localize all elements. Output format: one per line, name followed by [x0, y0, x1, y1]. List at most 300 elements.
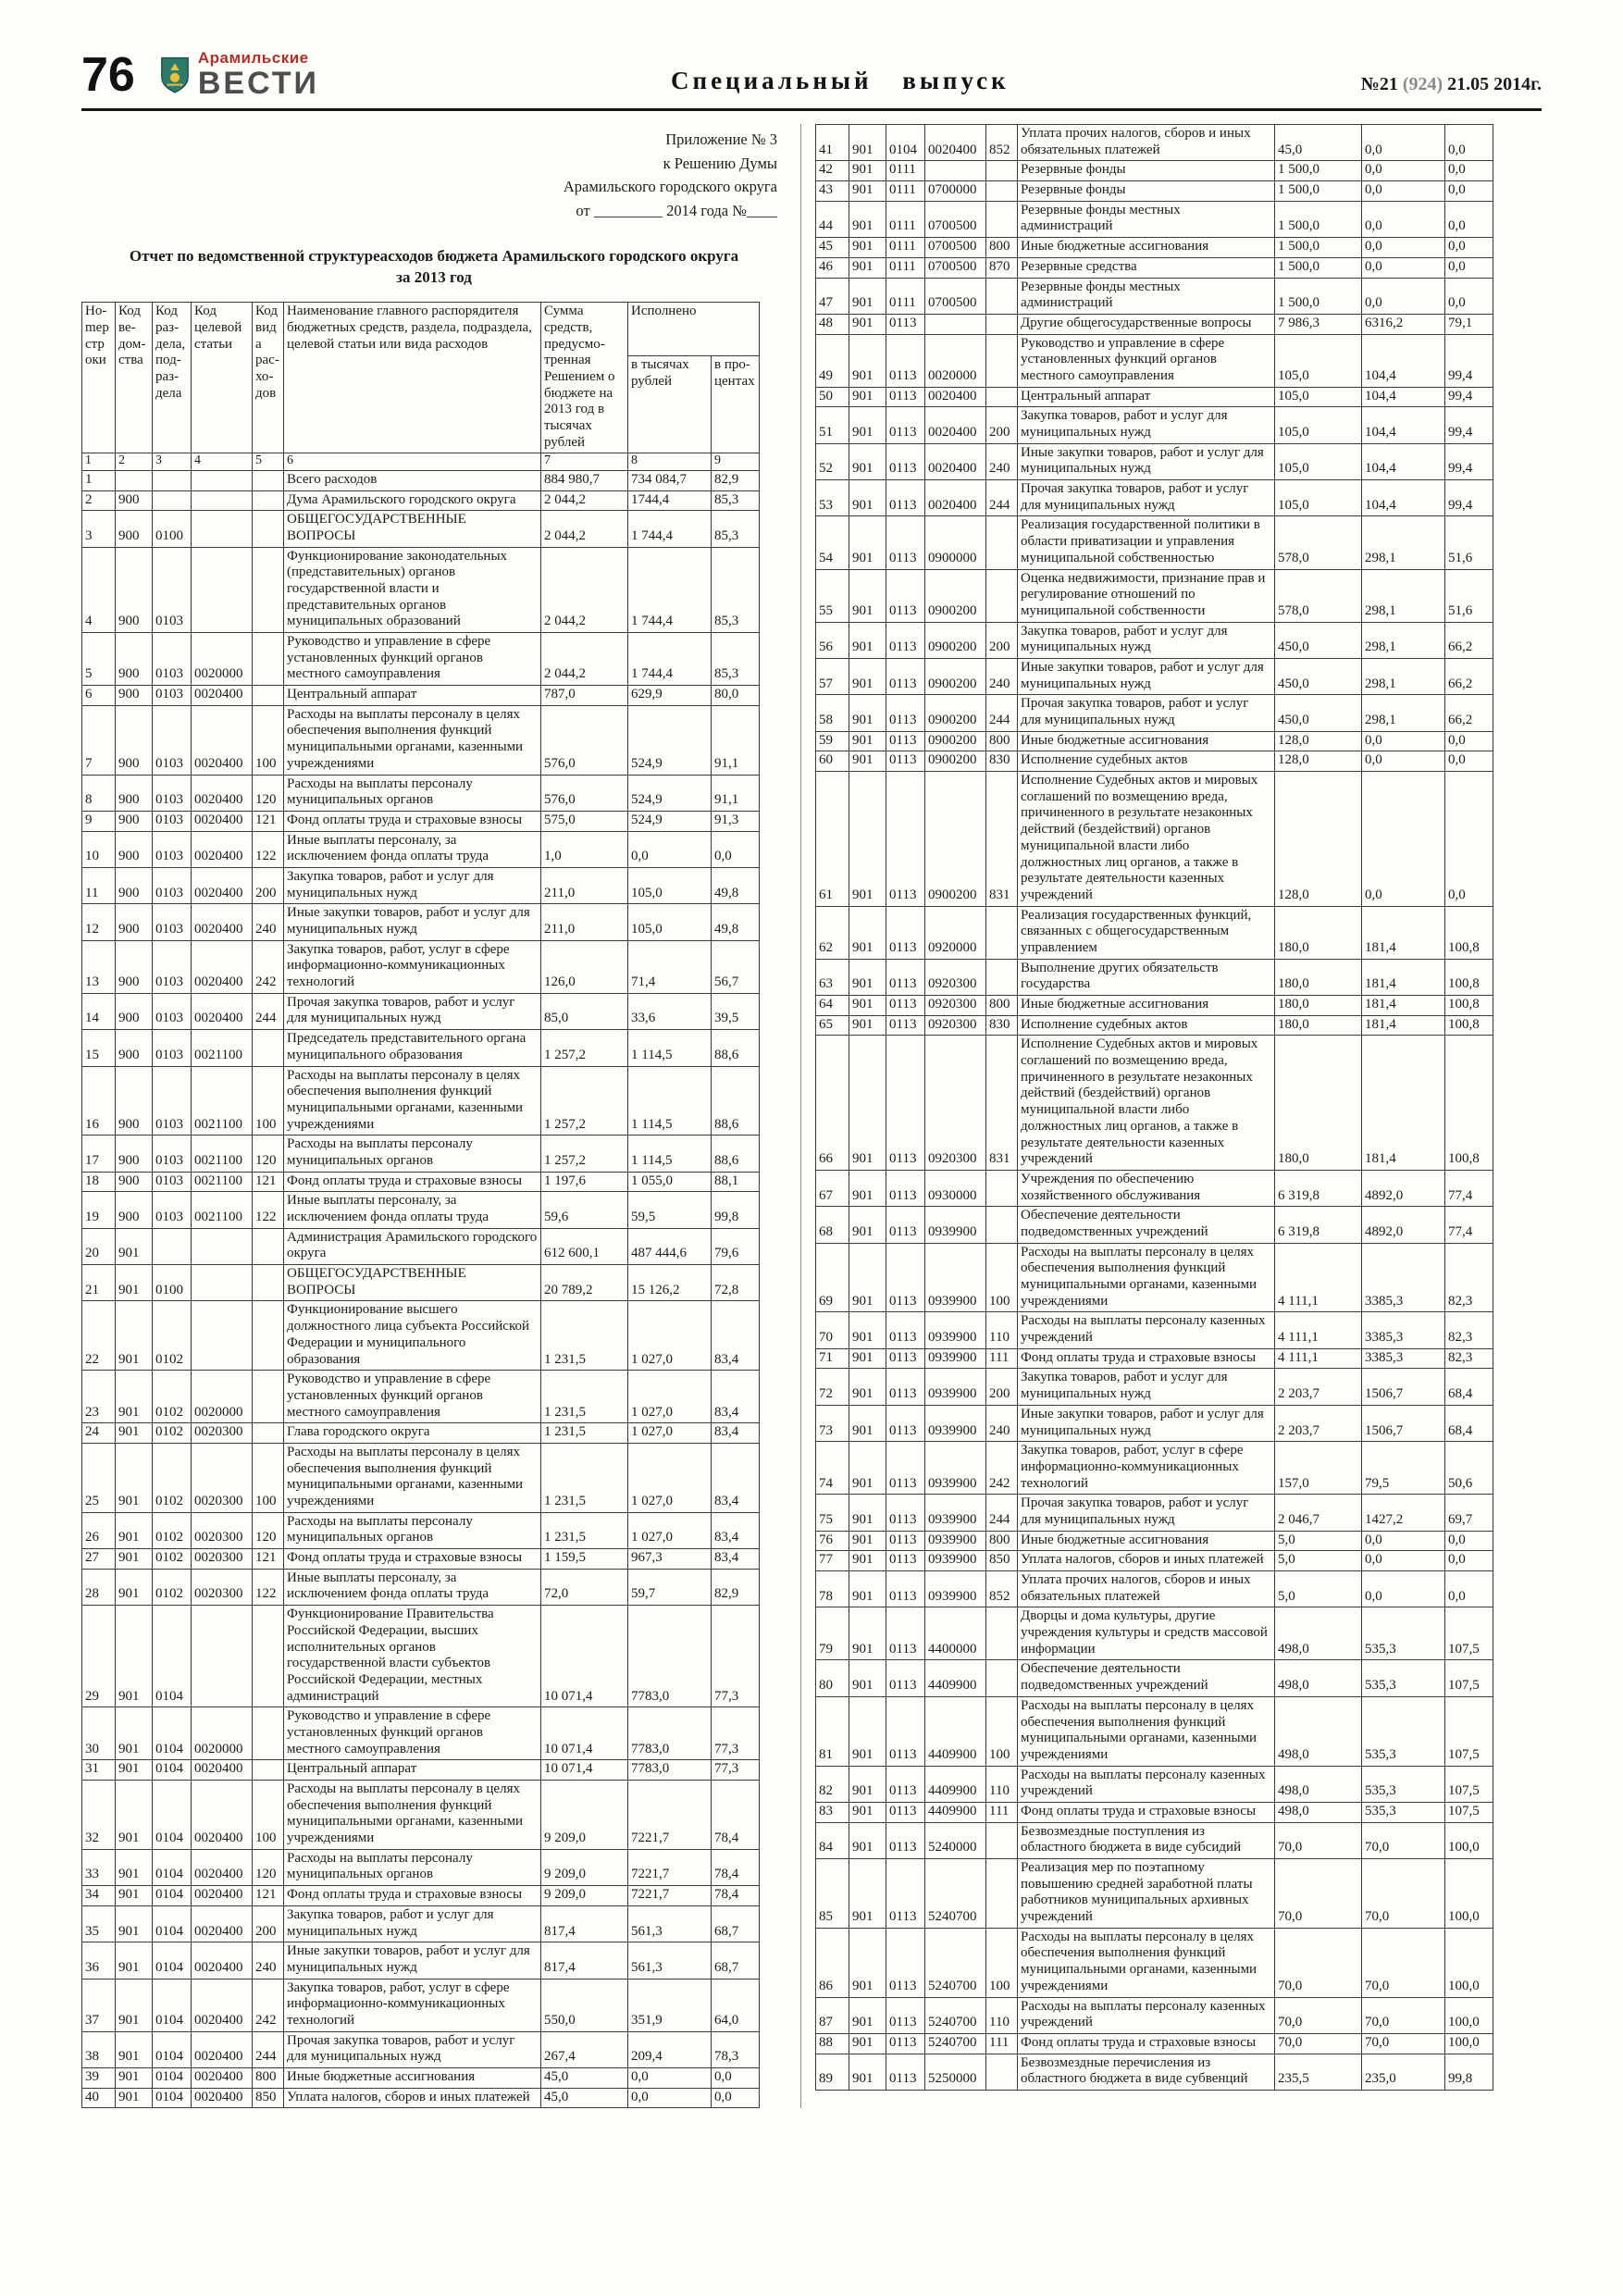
cell-vedomstvo-code: 901 — [849, 622, 886, 658]
cell-expense-type-code — [986, 906, 1018, 959]
cell-vedomstvo-code: 901 — [116, 1979, 153, 2031]
cell-executed-percent: 78,3 — [712, 2031, 760, 2067]
cell-razdel-code: 0113 — [886, 1660, 925, 1696]
cell-executed-amount: 7783,0 — [628, 1760, 712, 1781]
cell-executed-percent: 0,0 — [1445, 1551, 1493, 1571]
cell-name: Расходы на выплаты персоналу муниципальных органов — [284, 775, 541, 811]
cell-razdel-code: 0113 — [886, 2054, 925, 2090]
cell-name: Расходы на выплаты персоналу казенных учреждений — [1018, 1312, 1275, 1348]
table-row — [816, 314, 1493, 334]
table-header — [82, 303, 760, 471]
cell-vedomstvo-code: 901 — [849, 181, 886, 202]
cell-row-number: 51 — [816, 407, 849, 443]
cell-row-number: 56 — [816, 622, 849, 658]
cell-target-article-code: 0020300 — [192, 1423, 253, 1444]
cell-executed-percent: 99,4 — [1445, 480, 1493, 516]
cell-vedomstvo-code: 901 — [849, 278, 886, 314]
cell-razdel-code: 0104 — [153, 2088, 192, 2108]
cell-target-article-code: 0920300 — [925, 959, 986, 995]
cell-planned-amount: 1 500,0 — [1275, 201, 1362, 237]
cell-target-article-code: 0020400 — [192, 1781, 253, 1850]
cell-target-article-code: 0939900 — [925, 1551, 986, 1571]
table-row — [82, 775, 760, 811]
cell-executed-amount: 0,0 — [1362, 731, 1445, 751]
cell-razdel-code: 0100 — [153, 511, 192, 547]
cell-expense-type-code: 121 — [253, 1886, 284, 1906]
logo-subtitle: Арамильские — [197, 49, 309, 67]
masthead-logo-text — [198, 50, 319, 99]
cell-expense-type-code: 200 — [986, 622, 1018, 658]
cell-vedomstvo-code: 901 — [849, 201, 886, 237]
cell-row-number: 65 — [816, 1015, 849, 1036]
cell-target-article-code: 0939900 — [925, 1348, 986, 1369]
cell-row-number: 23 — [82, 1371, 116, 1423]
cell-expense-type-code — [253, 686, 284, 706]
cell-razdel-code: 0102 — [153, 1443, 192, 1512]
cell-target-article-code — [192, 1606, 253, 1707]
cell-target-article-code: 4400000 — [925, 1607, 986, 1660]
cell-vedomstvo-code: 901 — [849, 2033, 886, 2054]
cell-executed-amount: 104,4 — [1362, 407, 1445, 443]
cell-razdel-code: 0113 — [886, 751, 925, 772]
table-row — [816, 906, 1493, 959]
numbering-cell: 5 — [253, 453, 284, 471]
cell-planned-amount: 105,0 — [1275, 480, 1362, 516]
numbering-cell: 2 — [116, 453, 153, 471]
cell-razdel-code: 0113 — [886, 1015, 925, 1036]
cell-planned-amount: 126,0 — [541, 940, 628, 993]
cell-vedomstvo-code: 901 — [849, 772, 886, 907]
cell-executed-percent: 0,0 — [1445, 1571, 1493, 1607]
cell-name: ОБЩЕГОСУДАРСТВЕННЫЕ ВОПРОСЫ — [284, 1265, 541, 1301]
cell-row-number: 8 — [82, 775, 116, 811]
cell-target-article-code: 0700500 — [925, 201, 986, 237]
cell-planned-amount: 1 231,5 — [541, 1423, 628, 1444]
cell-expense-type-code: 244 — [253, 2031, 284, 2067]
cell-vedomstvo-code: 900 — [116, 633, 153, 686]
cell-expense-type-code: 830 — [986, 751, 1018, 772]
cell-target-article-code: 0020400 — [192, 811, 253, 831]
cell-vedomstvo-code: 901 — [849, 1015, 886, 1036]
cell-executed-amount: 967,3 — [628, 1549, 712, 1570]
cell-expense-type-code — [986, 1207, 1018, 1243]
cell-row-number: 64 — [816, 996, 849, 1016]
cell-executed-amount: 1 055,0 — [628, 1172, 712, 1192]
cell-name: Резервные фонды — [1018, 161, 1275, 181]
cell-name: Исполнение Судебных актов и мировых соглашений по возмещению вреда, причиненного в результате незаконных действий (бездействий) органов муниципальной власти либо должностных лиц органов, а также в результате деятельности казенных учреждений — [1018, 772, 1275, 907]
cell-executed-amount: 351,9 — [628, 1979, 712, 2031]
cell-name: Прочая закупка товаров, работ и услуг для муниципальных нужд — [284, 2031, 541, 2067]
cell-planned-amount: 7 986,3 — [1275, 314, 1362, 334]
cell-executed-amount: 6316,2 — [1362, 314, 1445, 334]
cell-vedomstvo-code: 901 — [849, 1442, 886, 1495]
cell-name: Дворцы и дома культуры, другие учреждения культуры и средств массовой информации — [1018, 1607, 1275, 1660]
cell-expense-type-code: 244 — [986, 480, 1018, 516]
cell-target-article-code: 0020400 — [192, 1849, 253, 1885]
cell-name: Иные закупки товаров, работ и услуг для муниципальных нужд — [1018, 658, 1275, 694]
cell-razdel-code — [153, 490, 192, 511]
cell-planned-amount: 1 500,0 — [1275, 278, 1362, 314]
cell-vedomstvo-code: 901 — [849, 1207, 886, 1243]
cell-row-number: 18 — [82, 1172, 116, 1192]
cell-row-number: 6 — [82, 686, 116, 706]
cell-row-number: 49 — [816, 334, 849, 387]
cell-executed-percent: 107,5 — [1445, 1607, 1493, 1660]
table-row — [816, 658, 1493, 694]
report-title — [81, 246, 787, 289]
cell-target-article-code: 4409900 — [925, 1660, 986, 1696]
cell-executed-amount: 535,3 — [1362, 1696, 1445, 1766]
cell-vedomstvo-code: 900 — [116, 904, 153, 940]
cell-name: Иные бюджетные ассигнования — [1018, 238, 1275, 258]
table-row — [82, 1136, 760, 1172]
cell-planned-amount: 1 257,2 — [541, 1066, 628, 1136]
table-row — [816, 443, 1493, 479]
col-header-planned-amount: Сумма средств, предусмотренная Решением о бюджете на 2013 год в тысячах рублей — [541, 303, 628, 453]
table-row — [82, 1707, 760, 1760]
cell-target-article-code: 0920300 — [925, 1036, 986, 1171]
cell-executed-percent: 39,5 — [712, 993, 760, 1029]
cell-executed-amount: 535,3 — [1362, 1660, 1445, 1696]
cell-expense-type-code: 240 — [986, 443, 1018, 479]
cell-executed-percent: 100,8 — [1445, 1015, 1493, 1036]
cell-executed-percent: 83,4 — [712, 1549, 760, 1570]
cell-target-article-code — [925, 314, 986, 334]
table-row — [816, 407, 1493, 443]
cell-razdel-code: 0104 — [153, 1979, 192, 2031]
cell-executed-amount: 0,0 — [628, 831, 712, 867]
table-row — [816, 1015, 1493, 1036]
cell-expense-type-code: 200 — [986, 1369, 1018, 1405]
cell-expense-type-code: 244 — [986, 1495, 1018, 1531]
cell-executed-percent: 91,3 — [712, 811, 760, 831]
cell-planned-amount: 70,0 — [1275, 1822, 1362, 1858]
cell-executed-percent: 85,3 — [712, 490, 760, 511]
cell-name: Расходы на выплаты персоналу в целях обеспечения выполнения функций муниципальными органами, казенными учреждениями — [1018, 1243, 1275, 1312]
cell-planned-amount: 105,0 — [1275, 334, 1362, 387]
cell-row-number: 26 — [82, 1512, 116, 1548]
cell-target-article-code: 0020400 — [192, 904, 253, 940]
cell-executed-amount: 487 444,6 — [628, 1228, 712, 1264]
cell-vedomstvo-code: 900 — [116, 547, 153, 632]
cell-target-article-code: 0939900 — [925, 1243, 986, 1312]
cell-row-number: 12 — [82, 904, 116, 940]
cell-name: Исполнение судебных актов — [1018, 1015, 1275, 1036]
cell-target-article-code: 0021100 — [192, 1030, 253, 1066]
cell-executed-amount: 181,4 — [1362, 1015, 1445, 1036]
cell-name: Другие общегосударственные вопросы — [1018, 314, 1275, 334]
cell-executed-amount: 1 114,5 — [628, 1136, 712, 1172]
cell-row-number: 28 — [82, 1569, 116, 1605]
cell-name: Безвозмездные поступления из областного бюджета в виде субсидий — [1018, 1822, 1275, 1858]
cell-executed-percent: 100,8 — [1445, 959, 1493, 995]
cell-vedomstvo-code: 900 — [116, 686, 153, 706]
cell-executed-amount: 59,5 — [628, 1192, 712, 1228]
cell-name: Обеспечение деятельности подведомственных учреждений — [1018, 1660, 1275, 1696]
cell-executed-amount: 104,4 — [1362, 480, 1445, 516]
cell-row-number: 32 — [82, 1781, 116, 1850]
cell-name: Прочая закупка товаров, работ и услуг для муниципальных нужд — [1018, 1495, 1275, 1531]
cell-name: Фонд оплаты труда и страховые взносы — [284, 1549, 541, 1570]
cell-executed-percent: 51,6 — [1445, 569, 1493, 622]
cell-row-number: 82 — [816, 1766, 849, 1802]
cell-name: Исполнение судебных актов — [1018, 751, 1275, 772]
cell-vedomstvo-code: 901 — [849, 125, 886, 161]
cell-executed-amount: 70,0 — [1362, 1822, 1445, 1858]
cell-name: Прочая закупка товаров, работ и услуг для муниципальных нужд — [284, 993, 541, 1029]
cell-executed-amount: 0,0 — [628, 2068, 712, 2089]
cell-executed-percent: 107,5 — [1445, 1696, 1493, 1766]
cell-row-number: 29 — [82, 1606, 116, 1707]
cell-vedomstvo-code: 901 — [849, 1551, 886, 1571]
cell-expense-type-code: 831 — [986, 772, 1018, 907]
cell-executed-percent: 0,0 — [1445, 201, 1493, 237]
cell-target-article-code: 4409900 — [925, 1696, 986, 1766]
table-row — [82, 1942, 760, 1979]
cell-razdel-code: 0103 — [153, 831, 192, 867]
cell-razdel-code: 0104 — [886, 125, 925, 161]
cell-executed-percent: 83,4 — [712, 1512, 760, 1548]
cell-row-number: 88 — [816, 2033, 849, 2054]
cell-planned-amount: 4 111,1 — [1275, 1312, 1362, 1348]
cell-row-number: 11 — [82, 867, 116, 903]
cell-name: Реализация государственных функций, связанных с общегосударственным управлением — [1018, 906, 1275, 959]
cell-target-article-code — [192, 470, 253, 490]
cell-executed-percent: 0,0 — [1445, 238, 1493, 258]
cell-planned-amount: 1 231,5 — [541, 1443, 628, 1512]
cell-expense-type-code: 240 — [986, 658, 1018, 694]
table-row — [816, 695, 1493, 731]
cell-razdel-code: 0111 — [886, 257, 925, 278]
cell-vedomstvo-code: 900 — [116, 511, 153, 547]
cell-executed-amount: 0,0 — [1362, 181, 1445, 202]
cell-expense-type-code: 800 — [986, 731, 1018, 751]
issue-info — [1361, 74, 1542, 99]
issue-date: 21.05 2014г. — [1447, 74, 1542, 94]
cell-row-number: 9 — [82, 811, 116, 831]
cell-executed-percent: 66,2 — [1445, 622, 1493, 658]
cell-target-article-code: 0700000 — [925, 181, 986, 202]
cell-razdel-code: 0113 — [886, 622, 925, 658]
cell-executed-amount: 0,0 — [1362, 772, 1445, 907]
cell-row-number: 75 — [816, 1495, 849, 1531]
table-row — [82, 1265, 760, 1301]
cell-planned-amount: 128,0 — [1275, 772, 1362, 907]
cell-planned-amount: 578,0 — [1275, 569, 1362, 622]
table-row — [82, 1979, 760, 2031]
cell-vedomstvo-code: 900 — [116, 940, 153, 993]
col-header-row-number: Ноmер строки — [82, 303, 116, 453]
cell-razdel-code: 0102 — [153, 1371, 192, 1423]
cell-name: Расходы на выплаты персоналу казенных учреждений — [1018, 1766, 1275, 1802]
cell-vedomstvo-code: 901 — [849, 161, 886, 181]
cell-name: Резервные фонды местных администраций — [1018, 278, 1275, 314]
table-row — [816, 125, 1493, 161]
cell-vedomstvo-code: 900 — [116, 775, 153, 811]
cell-executed-amount: 70,0 — [1362, 1997, 1445, 2033]
cell-row-number: 83 — [816, 1802, 849, 1822]
cell-razdel-code: 0111 — [886, 278, 925, 314]
cell-expense-type-code: 121 — [253, 1172, 284, 1192]
cell-target-article-code: 0900200 — [925, 622, 986, 658]
cell-planned-amount: 105,0 — [1275, 443, 1362, 479]
left-column — [81, 124, 800, 2108]
cell-planned-amount: 9 209,0 — [541, 1781, 628, 1850]
cell-razdel-code: 0113 — [886, 1607, 925, 1660]
cell-expense-type-code — [253, 1301, 284, 1371]
cell-row-number: 38 — [82, 2031, 116, 2067]
cell-target-article-code: 4409900 — [925, 1802, 986, 1822]
cell-name: Расходы на выплаты персоналу муниципальных органов — [284, 1136, 541, 1172]
cell-razdel-code: 0104 — [153, 2031, 192, 2067]
col-header-razdel-code: Код раздела, подраздела — [153, 303, 192, 453]
cell-expense-type-code — [986, 2054, 1018, 2090]
cell-row-number: 89 — [816, 2054, 849, 2090]
table-row — [82, 1371, 760, 1423]
cell-razdel-code: 0104 — [153, 1606, 192, 1707]
table-row — [816, 1928, 1493, 1997]
cell-executed-amount: 535,3 — [1362, 1607, 1445, 1660]
cell-planned-amount: 498,0 — [1275, 1696, 1362, 1766]
cell-razdel-code: 0113 — [886, 569, 925, 622]
cell-expense-type-code: 100 — [253, 1781, 284, 1850]
cell-name: Фонд оплаты труда и страховые взносы — [1018, 1802, 1275, 1822]
cell-executed-percent: 78,4 — [712, 1781, 760, 1850]
cell-planned-amount: 1 257,2 — [541, 1136, 628, 1172]
table-row — [82, 1030, 760, 1066]
cell-razdel-code: 0100 — [153, 1265, 192, 1301]
cell-executed-percent: 78,4 — [712, 1849, 760, 1885]
cell-name: Иные выплаты персоналу, за исключением фонда оплаты труда — [284, 1569, 541, 1605]
cell-expense-type-code: 120 — [253, 1512, 284, 1548]
cell-razdel-code: 0102 — [153, 1569, 192, 1605]
cell-planned-amount: 70,0 — [1275, 2033, 1362, 2054]
cell-planned-amount: 2 203,7 — [1275, 1405, 1362, 1441]
cell-name: Руководство и управление в сфере установленных функций органов местного самоуправления — [284, 1371, 541, 1423]
cell-executed-percent: 49,8 — [712, 867, 760, 903]
table-row — [816, 1442, 1493, 1495]
cell-name: Иные закупки товаров, работ и услуг для муниципальных нужд — [284, 904, 541, 940]
cell-name: Прочая закупка товаров, работ и услуг для муниципальных нужд — [1018, 480, 1275, 516]
cell-razdel-code: 0103 — [153, 1192, 192, 1228]
cell-executed-amount: 1 744,4 — [628, 633, 712, 686]
cell-vedomstvo-code: 901 — [849, 695, 886, 731]
cell-vedomstvo-code: 901 — [116, 1781, 153, 1850]
cell-name: Иные закупки товаров, работ и услуг для муниципальных нужд — [1018, 1405, 1275, 1441]
table-row — [816, 1997, 1493, 2033]
cell-target-article-code: 0920300 — [925, 1015, 986, 1036]
col-header-target-article-code: Код целевой статьи — [192, 303, 253, 453]
cell-row-number: 63 — [816, 959, 849, 995]
cell-target-article-code: 0020300 — [192, 1549, 253, 1570]
cell-executed-amount: 33,6 — [628, 993, 712, 1029]
cell-executed-amount: 1 744,4 — [628, 511, 712, 547]
cell-planned-amount: 612 600,1 — [541, 1228, 628, 1264]
cell-executed-amount: 1 027,0 — [628, 1443, 712, 1512]
cell-name: Закупка товаров, работ, услуг в сфере информационно-коммуникационных технологий — [284, 940, 541, 993]
cell-razdel-code: 0113 — [886, 996, 925, 1016]
cell-executed-amount: 1 027,0 — [628, 1512, 712, 1548]
cell-executed-percent: 72,8 — [712, 1265, 760, 1301]
cell-razdel-code: 0113 — [886, 1859, 925, 1929]
cell-target-article-code: 0020400 — [192, 2068, 253, 2089]
cell-planned-amount: 2 203,7 — [1275, 1369, 1362, 1405]
cell-vedomstvo-code: 901 — [116, 1443, 153, 1512]
cell-planned-amount: 72,0 — [541, 1569, 628, 1605]
cell-target-article-code: 0020300 — [192, 1443, 253, 1512]
cell-row-number: 43 — [816, 181, 849, 202]
col-header-vedomstvo-code: Код ведомства — [116, 303, 153, 453]
cell-expense-type-code — [253, 1030, 284, 1066]
cell-vedomstvo-code: 901 — [849, 731, 886, 751]
cell-target-article-code: 0021100 — [192, 1172, 253, 1192]
table-row — [816, 161, 1493, 181]
cell-razdel-code: 0103 — [153, 904, 192, 940]
cell-target-article-code: 5240700 — [925, 2033, 986, 2054]
cell-row-number: 1 — [82, 470, 116, 490]
numbering-cell: 7 — [541, 453, 628, 471]
cell-name: Закупка товаров, работ и услуг для муниципальных нужд — [284, 867, 541, 903]
cell-executed-percent: 99,4 — [1445, 443, 1493, 479]
cell-expense-type-code: 870 — [986, 257, 1018, 278]
cell-target-article-code — [192, 1265, 253, 1301]
cell-name: Безвозмездные перечисления из областного бюджета в виде субвенций — [1018, 2054, 1275, 2090]
cell-razdel-code: 0103 — [153, 993, 192, 1029]
cell-executed-amount: 0,0 — [1362, 1551, 1445, 1571]
cell-executed-percent: 88,6 — [712, 1030, 760, 1066]
cell-executed-percent: 0,0 — [1445, 125, 1493, 161]
budget-table-right — [815, 124, 1493, 2091]
cell-target-article-code: 0900000 — [925, 516, 986, 569]
cell-expense-type-code — [986, 1660, 1018, 1696]
cell-razdel-code: 0113 — [886, 334, 925, 387]
cell-executed-amount: 524,9 — [628, 811, 712, 831]
cell-row-number: 78 — [816, 1571, 849, 1607]
cell-row-number: 67 — [816, 1170, 849, 1206]
cell-planned-amount: 450,0 — [1275, 658, 1362, 694]
cell-executed-amount: 1 114,5 — [628, 1030, 712, 1066]
cell-row-number: 2 — [82, 490, 116, 511]
cell-name: Центральный аппарат — [284, 686, 541, 706]
appendix-line: от _________ 2014 года №____ — [576, 201, 777, 219]
cell-name: Расходы на выплаты персоналу в целях обеспечения выполнения функций муниципальными органами, казенными учреждениями — [284, 1066, 541, 1136]
cell-razdel-code: 0103 — [153, 705, 192, 775]
cell-planned-amount: 2 044,2 — [541, 490, 628, 511]
cell-row-number: 14 — [82, 993, 116, 1029]
cell-planned-amount: 4 111,1 — [1275, 1243, 1362, 1312]
cell-executed-percent: 82,9 — [712, 470, 760, 490]
table-row — [816, 1170, 1493, 1206]
table-row — [816, 731, 1493, 751]
cell-expense-type-code — [986, 569, 1018, 622]
cell-expense-type-code: 110 — [986, 1312, 1018, 1348]
cell-razdel-code: 0113 — [886, 1928, 925, 1997]
cell-planned-amount: 128,0 — [1275, 731, 1362, 751]
cell-target-article-code: 0021100 — [192, 1136, 253, 1172]
cell-razdel-code: 0113 — [886, 1551, 925, 1571]
cell-razdel-code: 0103 — [153, 811, 192, 831]
table-row — [816, 238, 1493, 258]
cell-planned-amount: 5,0 — [1275, 1571, 1362, 1607]
cell-row-number: 4 — [82, 547, 116, 632]
cell-executed-amount: 0,0 — [628, 2088, 712, 2108]
cell-expense-type-code: 852 — [986, 1571, 1018, 1607]
cell-name: Иные выплаты персоналу, за исключением фонда оплаты труда — [284, 831, 541, 867]
table-row — [82, 1849, 760, 1885]
cell-executed-percent: 100,0 — [1445, 1928, 1493, 1997]
cell-executed-amount: 70,0 — [1362, 1859, 1445, 1929]
appendix-line: Арамильского городского округа — [563, 178, 777, 196]
